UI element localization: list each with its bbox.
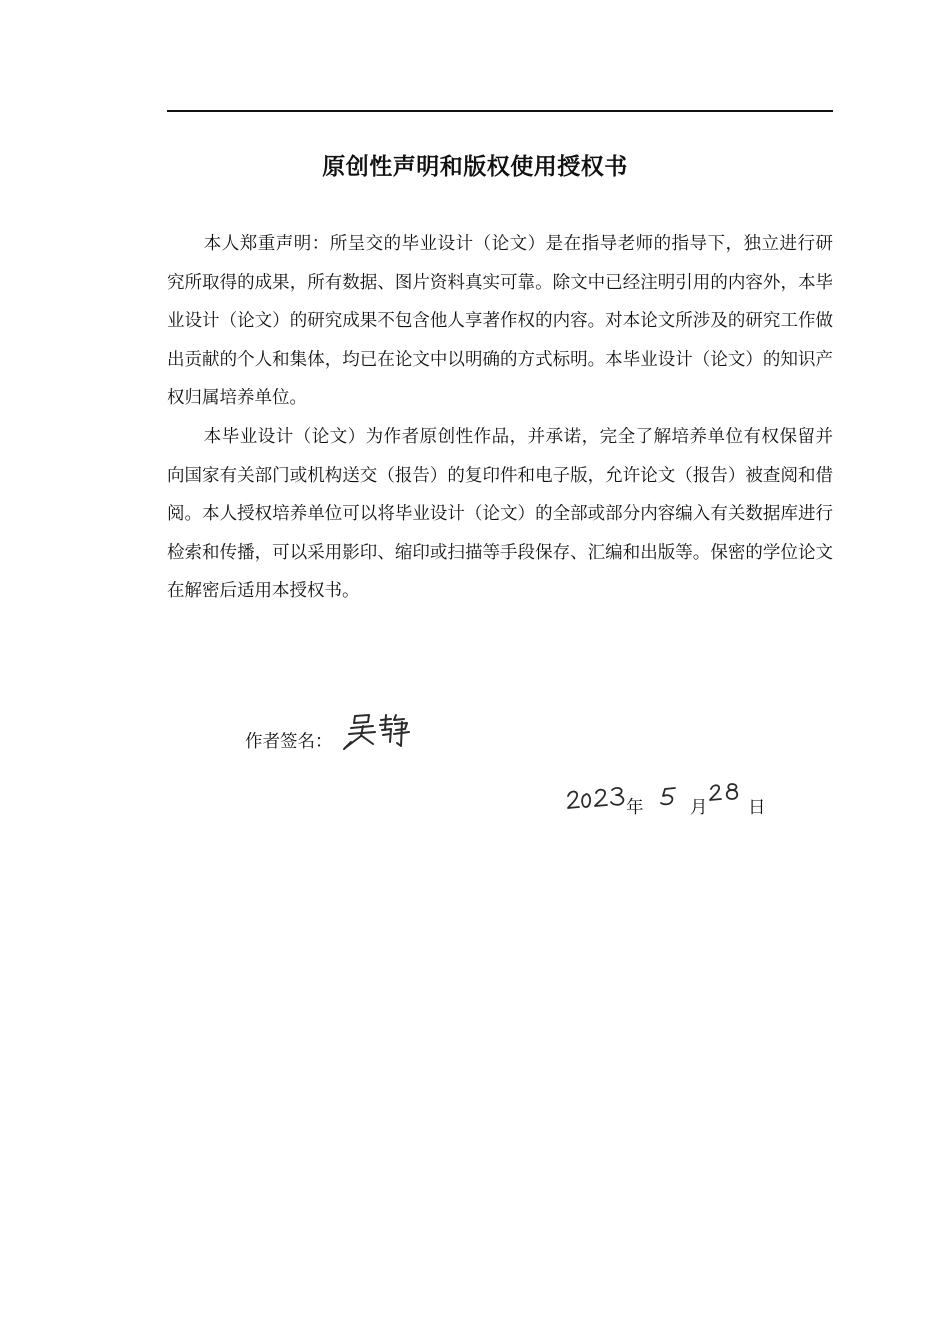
handwritten-year [566, 782, 628, 812]
date-month-unit: 月 [690, 798, 708, 818]
declaration-paragraph-1: 本人郑重声明：所呈交的毕业设计（论文）是在指导老师的指导下，独立进行研究所取得的成果，所有数据、图片资料真实可靠。除文中已经注明引用的内容外，本毕业设计（论文）的研究成果不包含他人享著作权的内容。对本论文所涉及的研究工作做出贡献的个人和集体，均已在论文中以明确的方式标明。本毕业设计（论文）的知识产权归属培养单位。 [167, 234, 833, 409]
signature-label: 作者签名： [245, 732, 333, 752]
handwritten-signature [341, 712, 413, 756]
declaration-body [167, 225, 833, 611]
date-day-unit: 日 [748, 798, 766, 818]
handwritten-day [708, 780, 744, 806]
date-year-unit: 年 [626, 798, 644, 818]
handwritten-month [656, 784, 680, 810]
declaration-paragraph-2: 本毕业设计（论文）为作者原创性作品，并承诺，完全了解培养单位有权保留并向国家有关部门或机构送交（报告）的复印件和电子版，允许论文（报告）被查阅和借阅。本人授权培养单位可以将毕业设计（论文）的全部或部分内容编入有关数据库进行检索和传播，可以采用影印、缩印或扫描等手段保存、汇编和出版等。保密的学位论文在解密后适用本授权书。 [167, 426, 833, 602]
document-title: 原创性声明和版权使用授权书 [322, 154, 628, 180]
date-row [560, 778, 820, 828]
signature-row [245, 712, 545, 762]
header-rule [167, 110, 833, 112]
